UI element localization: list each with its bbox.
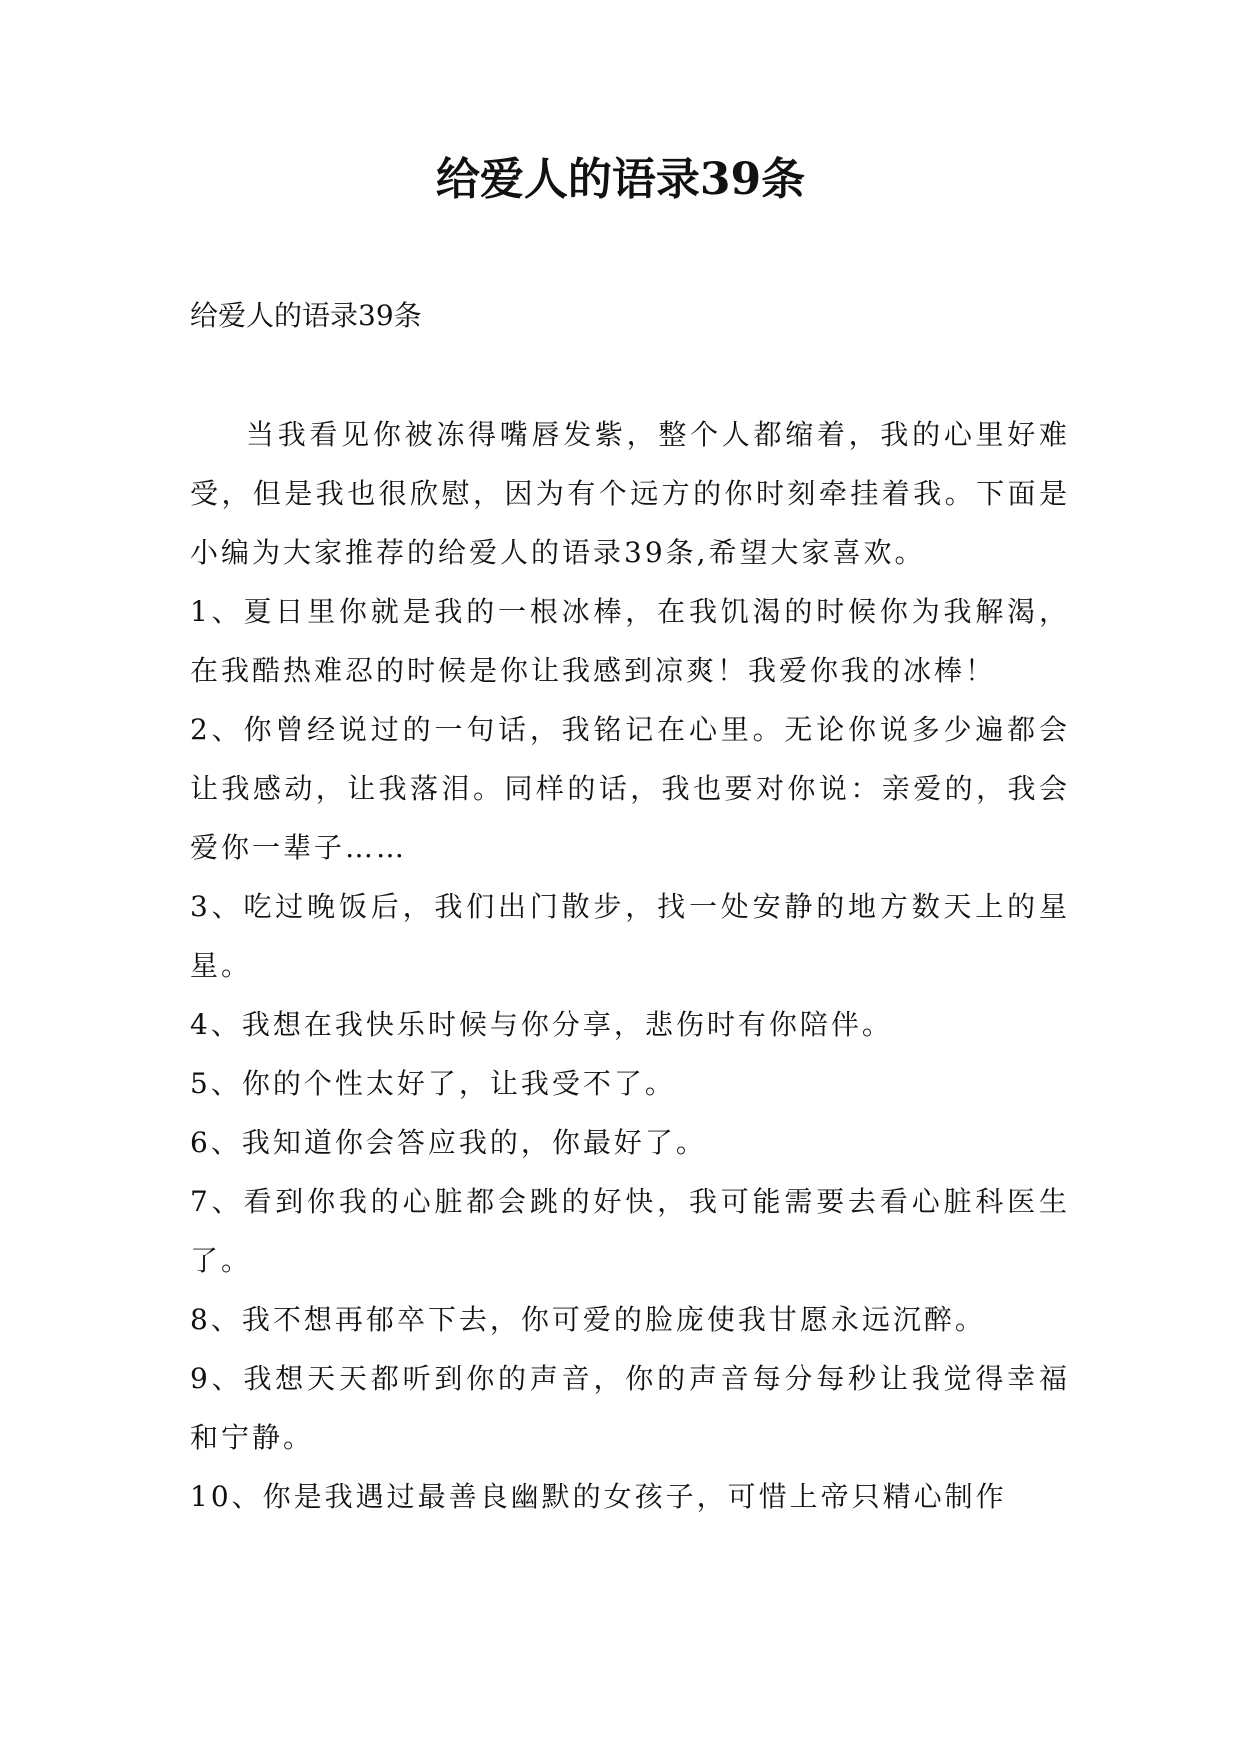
document-body — [190, 405, 1070, 1526]
list-item: 4、我想在我快乐时候与你分享，悲伤时有你陪伴。 — [190, 1008, 893, 1041]
document-subtitle: 给爱人的语录39条 — [190, 299, 422, 332]
list-item: 1、夏日里你就是我的一根冰棒，在我饥渴的时候你为我解渴，在我酷热难忍的时候是你让我感到凉爽！我爱你我的冰棒！ — [190, 595, 1070, 687]
list-item: 5、你的个性太好了，让我受不了。 — [190, 1067, 676, 1100]
intro-paragraph: 当我看见你被冻得嘴唇发紫，整个人都缩着，我的心里好难受，但是我也很欣慰，因为有个远方的你时刻牵挂着我。下面是小编为大家推荐的给爱人的语录39条,希望大家喜欢。 — [190, 418, 1070, 569]
list-item: 9、我想天天都听到你的声音，你的声音每分每秒让我觉得幸福和宁静。 — [190, 1362, 1070, 1454]
document-title: 给爱人的语录39条 — [435, 154, 806, 205]
list-item: 6、我知道你会答应我的，你最好了。 — [190, 1126, 707, 1159]
list-item: 3、吃过晚饭后，我们出门散步，找一处安静的地方数天上的星星。 — [190, 890, 1070, 982]
list-item: 2、你曾经说过的一句话，我铭记在心里。无论你说多少遍都会让我感动，让我落泪。同样的话，我也要对你说：亲爱的，我会爱你一辈子…… — [190, 713, 1070, 864]
list-item: 10、你是我遇过最善良幽默的女孩子，可惜上帝只精心制作 — [190, 1480, 1007, 1513]
list-item: 8、我不想再郁卒下去，你可爱的脸庞使我甘愿永远沉醉。 — [190, 1303, 986, 1336]
list-item: 7、看到你我的心脏都会跳的好快，我可能需要去看心脏科医生了。 — [190, 1185, 1070, 1277]
